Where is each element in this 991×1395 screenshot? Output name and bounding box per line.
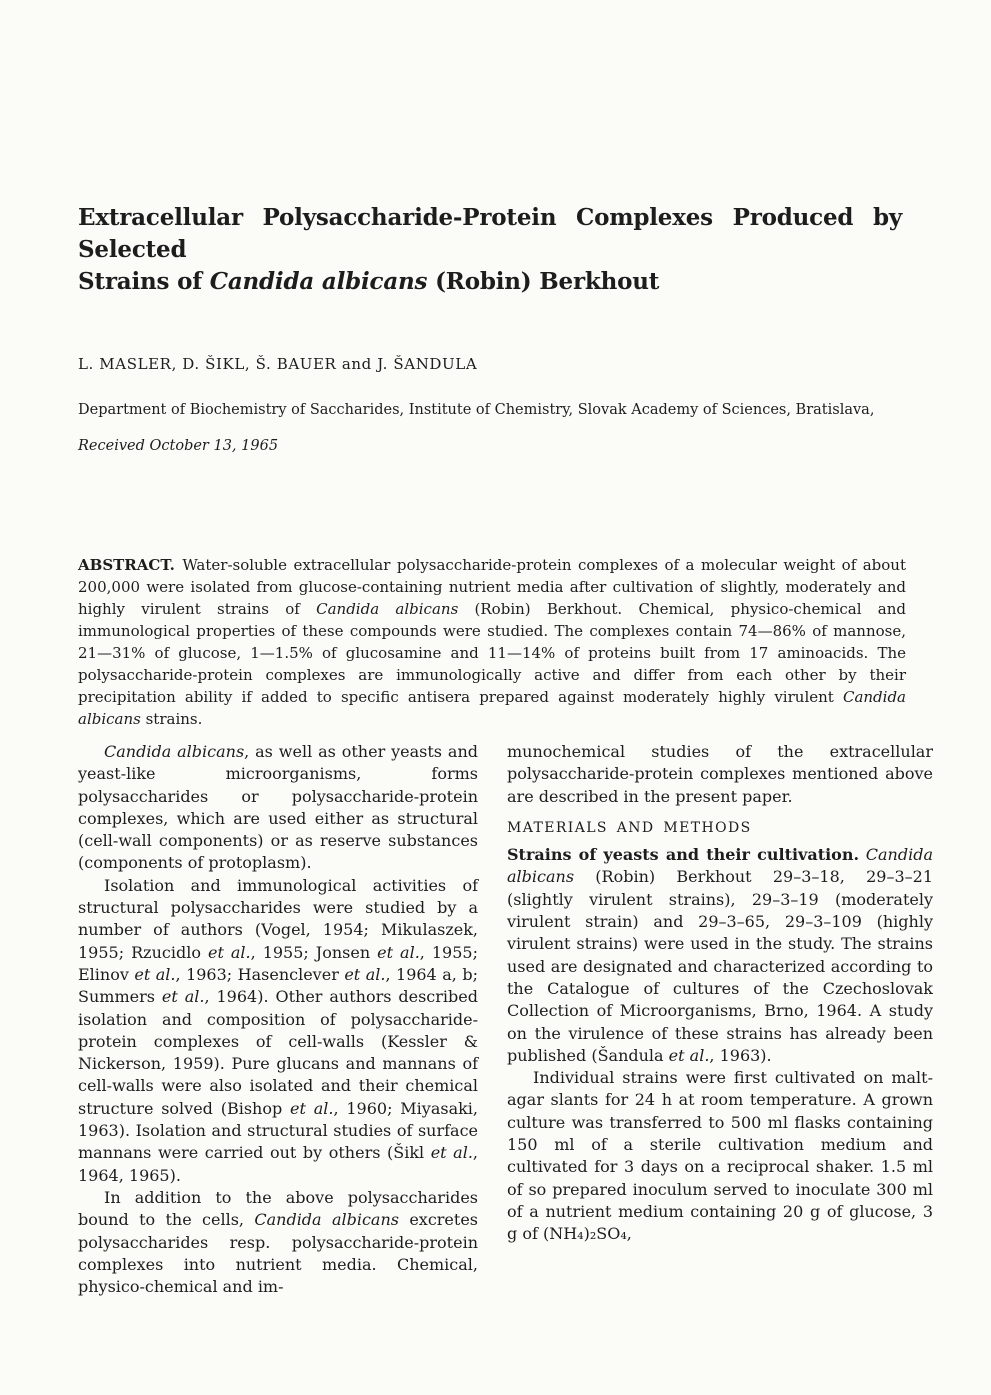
text-run: , 1955; Elinov: [78, 942, 478, 984]
italic-text-run: Candida albicans: [78, 688, 906, 728]
body-paragraph: [78, 741, 478, 875]
italic-text-run: et al.: [290, 1098, 334, 1118]
text-run: excretes polysaccharides resp. polysaccharide-protein complexes into nutrient media. Chemical, physico-chemical and im-: [78, 1210, 478, 1297]
text-run: (Robin) Berkhout: [427, 268, 660, 295]
text-run: Isolation and immunological activities of structural polysaccharides were studied by a number of authors (Vogel, 1954; Mikulaszek, 1955; Rzucidlo: [78, 875, 478, 962]
abstract-paragraph: [78, 554, 906, 730]
body-paragraph: [507, 844, 933, 1067]
text-run: strains.: [140, 710, 203, 728]
italic-text-run: et al.: [430, 1143, 473, 1163]
italic-text-run: Candida albicans: [209, 268, 428, 295]
affiliation-line: Department of Biochemistry of Saccharides, Institute of Chemistry, Slovak Academy of Sciences, Bratislava,: [78, 402, 875, 418]
italic-text-run: et al.: [344, 964, 386, 984]
text-run: Extracellular Polysaccharide-Protein Complexes Produced by Selected: [78, 204, 902, 263]
authors-line: L. MASLER, D. ŠIKL, Š. BAUER and J. ŠANDULA: [78, 355, 478, 373]
text-run: , as well as other yeasts and yeast-like microorganisms, forms polysaccharides or polysaccharide-protein complexes, which are used either as structural (cell-wall components) or as reserve substances (components of protoplasm).: [78, 742, 478, 873]
text-run: , 1964, 1965).: [78, 1143, 478, 1185]
text-run: MATERIALS AND METHODS: [507, 819, 752, 836]
italic-text-run: et al.: [207, 942, 251, 962]
text-run: , 1964). Other authors described isolation and composition of polysaccharide-protein complexes of cell-walls (Kessler & Nickerson, 1959). Pure glucans and mannans of cell-walls were also isolated and their chemical structure solved (Bishop: [78, 987, 478, 1118]
text-run: , 1960; Miyasaki, 1963). Isolation and structural studies of surface mannans were carried out by others (Šikl: [78, 1098, 479, 1163]
italic-text-run: et al.: [377, 942, 420, 962]
text-run: (Robin) Berkhout. Chemical, physico-chemical and immunological properties of these compounds were studied. The complexes contain 74—86% of mannose, 21—31% of glucose, 1—1.5% of glucosamine and 11—14% of proteins built from 17 aminoacids. The polysaccharide-protein complexes are immunologically active and differ from each other by their precipitation ability if added to specific antisera prepared against moderately highly virulent: [78, 600, 906, 706]
body-paragraph: [507, 741, 933, 808]
body-paragraph: [507, 1067, 933, 1245]
text-run: munochemical studies of the extracellular polysaccharide-protein complexes mentioned above are described in the present paper.: [507, 742, 933, 806]
column-left: [78, 741, 478, 1298]
title-line-2: [78, 266, 902, 298]
body-columns: [78, 741, 933, 1298]
text-run: Water-soluble extracellular polysaccharide-protein complexes of a molecular weight of about 200,000 were isolated from glucose-containing nutrient media after cultivation of slightly, moderately and highly virulent strains of: [78, 556, 906, 618]
italic-text-run: Candida albicans: [507, 845, 933, 887]
text-run: , 1964 a, b; Summers: [78, 964, 478, 1007]
bold-text-run: Strains of yeasts and their cultivation.: [507, 845, 860, 865]
italic-text-run: Candida albicans: [254, 1210, 399, 1230]
title-line-1: [78, 202, 902, 266]
bold-text-run: ABSTRACT.: [78, 556, 175, 574]
received-line: Received October 13, 1965: [78, 438, 279, 454]
italic-text-run: Candida albicans: [104, 742, 245, 761]
text-run: [859, 845, 866, 864]
text-run: , 1955; Jonsen: [250, 942, 378, 962]
text-run: In addition to the above polysaccharides bound to the cells,: [78, 1187, 478, 1230]
column-right: [507, 741, 933, 1246]
italic-text-run: Candida albicans: [316, 600, 459, 618]
text-run: , 1963; Hasenclever: [175, 964, 345, 984]
section-heading: [507, 817, 933, 839]
page-title: [78, 202, 902, 298]
italic-text-run: et al.: [161, 987, 205, 1007]
body-paragraph: [78, 1187, 478, 1298]
italic-text-run: et al.: [134, 964, 176, 984]
text-run: , 1963).: [709, 1045, 772, 1065]
text-run: Strains of: [78, 268, 210, 295]
italic-text-run: et al.: [668, 1045, 710, 1065]
body-paragraph: [78, 875, 478, 1187]
text-run: (Robin) Berkhout 29–3–18, 29–3–21 (slightly virulent strains), 29–3–19 (moderately virulent strain) and 29–3–65, 29–3–109 (highly virulent strains) were used in the study. The strains used are designated and characterized according to the Catalogue of cultures of the Czechoslovak Collection of Microorganisms, Brno, 1964. A study on the virulence of these strains has already been published (Šandula: [507, 867, 933, 1065]
text-run: Individual strains were first cultivated on malt-agar slants for 24 h at room temperature. A grown culture was transferred to 500 ml flasks containing 150 ml of a sterile cultivation medium and cultivated for 3 days on a reciprocal shaker. 1.5 ml of so prepared inoculum served to inoculate 300 ml of a nutrient medium containing 20 g of glucose, 3 g of (NH₄)₂SO₄,: [507, 1068, 933, 1244]
